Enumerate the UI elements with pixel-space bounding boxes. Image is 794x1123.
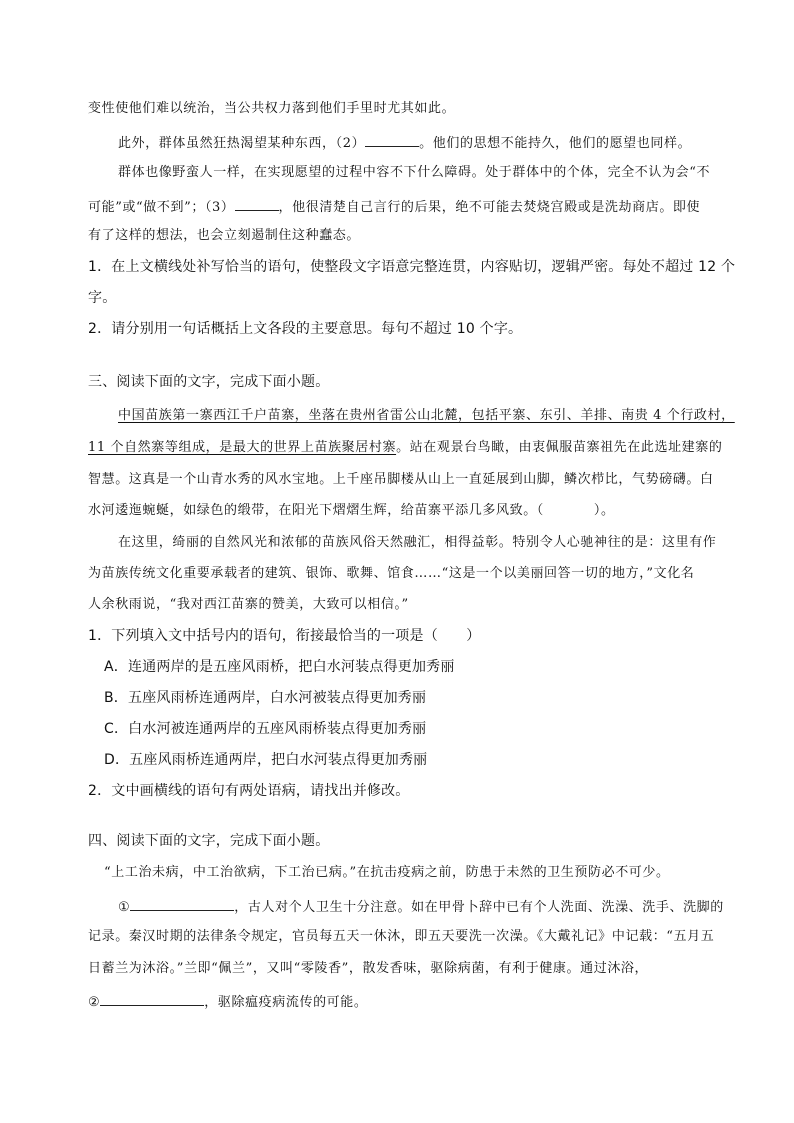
underlined-sentence: 中国苗族第一寨西江千户苗寨，坐落在贵州省雷公山北麓，包括平寨、东引、羊排、南贵 4 个行政村， [118, 408, 735, 423]
paragraph-line: 有了这样的想法，也会立刻遏制住这种蠢态。 [88, 228, 361, 243]
section-heading-3: 三、阅读下面的文字，完成下面小题。 [88, 374, 330, 390]
paragraph-line: 为苗族传统文化重要承载者的建筑、银饰、歌舞、馆食……“这是一个以美丽回答一切的地方，”文化名 [88, 566, 695, 581]
option-a[interactable]: A．连通两岸的是五座风雨桥，把白水河装点得更加秀丽 [104, 659, 455, 675]
section-heading-4: 四、阅读下面的文字，完成下面小题。 [88, 833, 330, 849]
paragraph-line: 水河逶迤蜿蜒，如绿色的缎带，在阳光下熠熠生辉，给苗寨平添几多风致。（ ）。 [88, 503, 615, 518]
paragraph-line: 人余秋雨说，“我对西江苗寨的赞美，大致可以相信。” [88, 597, 409, 612]
paragraph-line: 变性使他们难以统治，当公共权力落到他们手里时尤其如此。 [88, 101, 456, 116]
underlined-sentence: 11 个自然寨等组成，是最大的世界上苗族聚居村寨 [88, 440, 397, 455]
circled-number-1: ① [118, 900, 131, 915]
paragraph-line: ② ，驱除瘟疫病流传的可能。 [88, 995, 368, 1010]
paragraph-line: ① ，古人对个人卫生十分注意。如在甲骨卜辞中已有个人洗面、洗澡、洗手、洗脚的 [118, 900, 724, 915]
paragraph-line [118, 409, 735, 422]
paragraph-line: 日蓄兰为沐浴。”兰即“佩兰”，又叫“零陵香”，散发香味，驱除病菌，有利于健康。通过沐浴， [88, 961, 649, 976]
paragraph-line: 记录。秦汉时期的法律条令规定，官员每五天一休沐，即五天要洗一次澡。《大戴礼记》中记载：“五月五 [88, 929, 715, 944]
paragraph-line: 群体也像野蛮人一样，在实现愿望的过程中容不下什么障碍。处于群体中的个体，完全不认为会“不 [118, 165, 711, 180]
question-2: 2．请分别用一句话概括上文各段的主要意思。每句不超过 10 个字。 [88, 321, 523, 337]
paragraph-line: 可能”或“做不到”；（3） ，他很清楚自己言行的后果，绝不可能去焚烧宫殿或是洗劫商店。即使 [88, 200, 701, 215]
paragraph-line: 此外，群体虽然狂热渴望某种东西，（2） 。他们的思想不能持久，他们的愿望也同样。 [118, 136, 692, 151]
paragraph-line: 11 个自然寨等组成，是最大的世界上苗族聚居村寨。站在观景台鸟瞰，由衷佩服苗寨祖先在此选址建寨的 [88, 440, 723, 455]
question-2: 2．文中画横线的语句有两处语病，请找出并修改。 [88, 783, 410, 799]
option-d[interactable]: D．五座风雨桥连通两岸，把白水河装点得更加秀丽 [104, 752, 428, 768]
paragraph-line: “上工治未病，中工治欲病，下工治已病。”在抗击疫病之前，防患于未然的卫生预防必不可少。 [104, 865, 670, 880]
paragraph-line: 智慧。这真是一个山青水秀的风水宝地。上千座吊脚楼从山上一直延展到山脚，鳞次栉比，气势磅礴。白 [88, 472, 714, 487]
option-b[interactable]: B．五座风雨桥连通两岸，白水河被装点得更加秀丽 [104, 690, 427, 706]
circled-number-2: ② [88, 995, 101, 1010]
question-1: 1．在上文横线处补写恰当的语句，使整段文字语意完整连贯，内容贴切，逻辑严密。每处不超过 12 个 [88, 259, 736, 275]
paragraph-line: 在这里，绮丽的自然风光和浓郁的苗族风俗天然融汇，相得益彰。特别令人心驰神往的是：这里有作 [118, 535, 717, 550]
answer-blank-2[interactable] [365, 134, 419, 147]
answer-blank-2[interactable] [100, 993, 204, 1006]
option-c[interactable]: C．白水河被连通两岸的五座风雨桥装点得更加秀丽 [104, 721, 427, 737]
question-1: 1．下列填入文中括号内的语句，衔接最恰当的一项是（ ） [88, 628, 481, 644]
answer-blank-3[interactable] [235, 198, 279, 211]
question-1-cont: 字。 [88, 290, 117, 306]
answer-blank-1[interactable] [130, 898, 234, 911]
